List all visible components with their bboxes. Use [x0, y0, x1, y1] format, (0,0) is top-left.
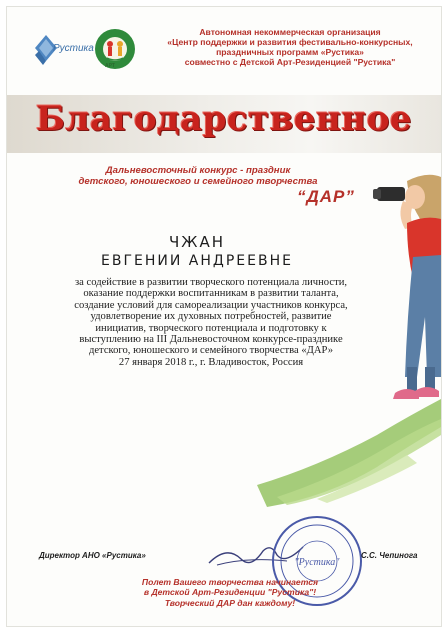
- certificate-title: Благодарственное: [35, 99, 413, 139]
- footer-slogan: [7, 577, 442, 608]
- recipient-surname: ЧЖАН: [169, 233, 225, 251]
- director-name: С.С. Чепинога: [361, 551, 418, 560]
- contest-line: Дальневосточный конкурс - праздник: [105, 165, 291, 176]
- footer-line: в Детской Арт-Резиденции "Рустика"!: [143, 587, 317, 598]
- organization-header: [145, 27, 435, 67]
- gratitude-text: [29, 277, 393, 368]
- director-title: Директор АНО «Рустика»: [39, 551, 146, 560]
- gratitude-line: создание условий для самореализации участников конкурса,: [74, 299, 348, 311]
- contest-name: “ДАР”: [297, 187, 355, 206]
- footer-line: Творческий ДАР дан каждому!: [164, 597, 296, 608]
- gratitude-line: за содействие в развитии творческого потенциала личности,: [74, 277, 348, 288]
- org-line: Автономная некоммерческая организация: [199, 27, 381, 37]
- gratitude-line: инициатив, творческого потенциала и подготовку к: [95, 322, 327, 334]
- contest-description: [33, 165, 363, 187]
- stamp-text: "Рустика": [294, 557, 340, 568]
- gratitude-line: выступлению на III Дальневосточном конкурсе-празднике: [79, 334, 343, 346]
- recipient-given-name: ЕВГЕНИИ АНДРЕЕВНЕ: [101, 253, 293, 269]
- contest-line: детского, юношеского и семейного творчества: [78, 176, 318, 187]
- gratitude-line: детского, юношеского и семейного творчества «ДАР»: [88, 345, 334, 357]
- org-line: совместно с Детской Арт-Резиденцией "Рустика": [184, 57, 396, 67]
- art-residence-logo: [95, 29, 135, 69]
- org-line: праздничных программ «Рустика»: [216, 47, 364, 57]
- gratitude-line: удовлетворение их духовных потребностей, развитие: [90, 311, 332, 323]
- certificate: [6, 6, 442, 627]
- art-figures-icon: [95, 29, 135, 69]
- gratitude-line: оказание поддержки воспитанникам в развитии таланта,: [83, 288, 339, 300]
- art-logo-caption: АРТ: [105, 63, 115, 69]
- org-line: «Центр поддержки и развития фестивально-конкурсных,: [167, 37, 413, 47]
- rustika-logo-text: Рустика: [53, 43, 94, 54]
- gratitude-line: 27 января 2018 г., г. Владивосток, Россия: [118, 356, 304, 368]
- footer-line: Полет Вашего творчества начинается: [141, 577, 319, 587]
- rustika-logo: [31, 29, 94, 77]
